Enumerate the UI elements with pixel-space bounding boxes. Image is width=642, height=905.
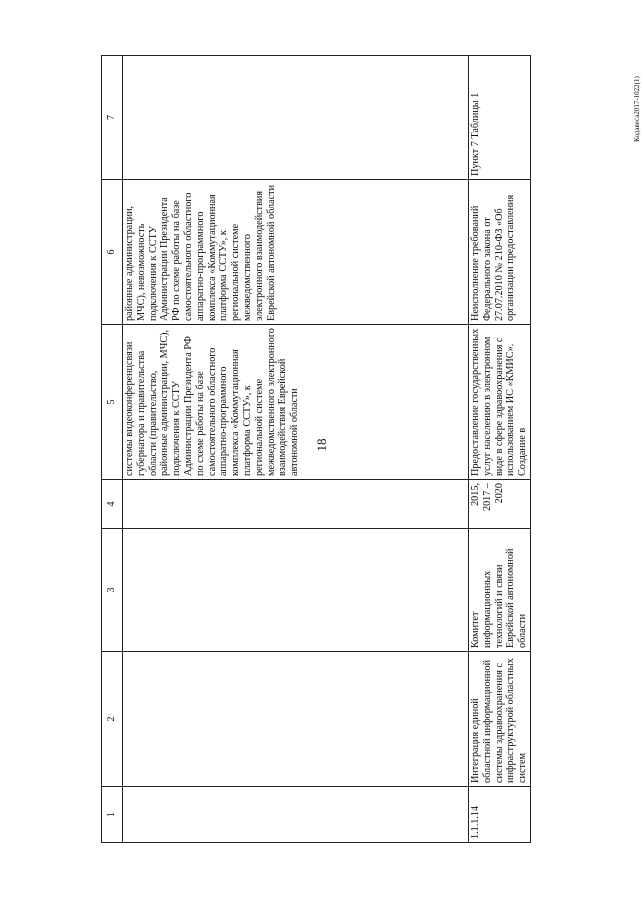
header-col-5: 5 <box>102 325 123 480</box>
cell-expected-result: системы видеоконференцсвязи губернатора и правительства области (правительство, районные администрации, МЧС), подключения к ССТУ Администрации Президента РФ по схеме работы на базе самостоятельного областного аппаратно-программного комплекса «Коммутационная платформа ССТУ», к региональной системе межведомственного электронного взаимодействия Еврейской автономной области <box>123 325 469 480</box>
table-header-row <box>102 56 123 843</box>
cell-measure-name <box>123 652 469 787</box>
cell-executor <box>123 529 469 652</box>
cell-indicator-link: Пункт 7 Таблицы 1 <box>469 56 531 180</box>
cell-executor: Комитет информационных технологий и связи Еврейской автономной области <box>469 529 531 652</box>
cell-consequences: районные администрации, МЧС), невозможность подключения к ССТУ Администрации Президента РФ по схеме работы на базе самостоятельного областного аппаратно-программного комплекса «Коммутационная платформа ССТУ», к региональной системе межведомственного электронного взаимодействия Еврейской автономной области <box>123 180 469 325</box>
header-col-6: 6 <box>102 180 123 325</box>
document-id: Кодавеса2017-1022(1) <box>633 76 641 142</box>
header-col-7: 7 <box>102 56 123 180</box>
header-col-4: 4 <box>102 480 123 529</box>
cell-number: 1.1.1.14 <box>469 787 531 843</box>
cell-years: 2015, 2017 – 2020 <box>469 480 531 529</box>
table-container <box>101 56 529 843</box>
cell-consequences: Неисполнение требований Федерального закона от 27.07.2010 № 210-ФЗ «Об организации предоставления <box>469 180 531 325</box>
cell-measure-name: Интеграция единой областной информационной системы здравоохранения с инфраструктурой областных систем <box>469 652 531 787</box>
header-col-3: 3 <box>102 529 123 652</box>
program-table <box>101 55 531 843</box>
header-col-2: 2 <box>102 652 123 787</box>
page-number: 18 <box>314 438 329 452</box>
header-col-1: 1 <box>102 787 123 843</box>
cell-years <box>123 480 469 529</box>
cell-indicator-link <box>123 56 469 180</box>
cell-number <box>123 787 469 843</box>
cell-expected-result: Предоставление государственных услуг населению в электронном виде в сфере здравоохранения с использованием ИС «КМИС». Создание в <box>469 325 531 480</box>
table-row <box>469 56 531 843</box>
table-row-continuation <box>123 56 469 843</box>
